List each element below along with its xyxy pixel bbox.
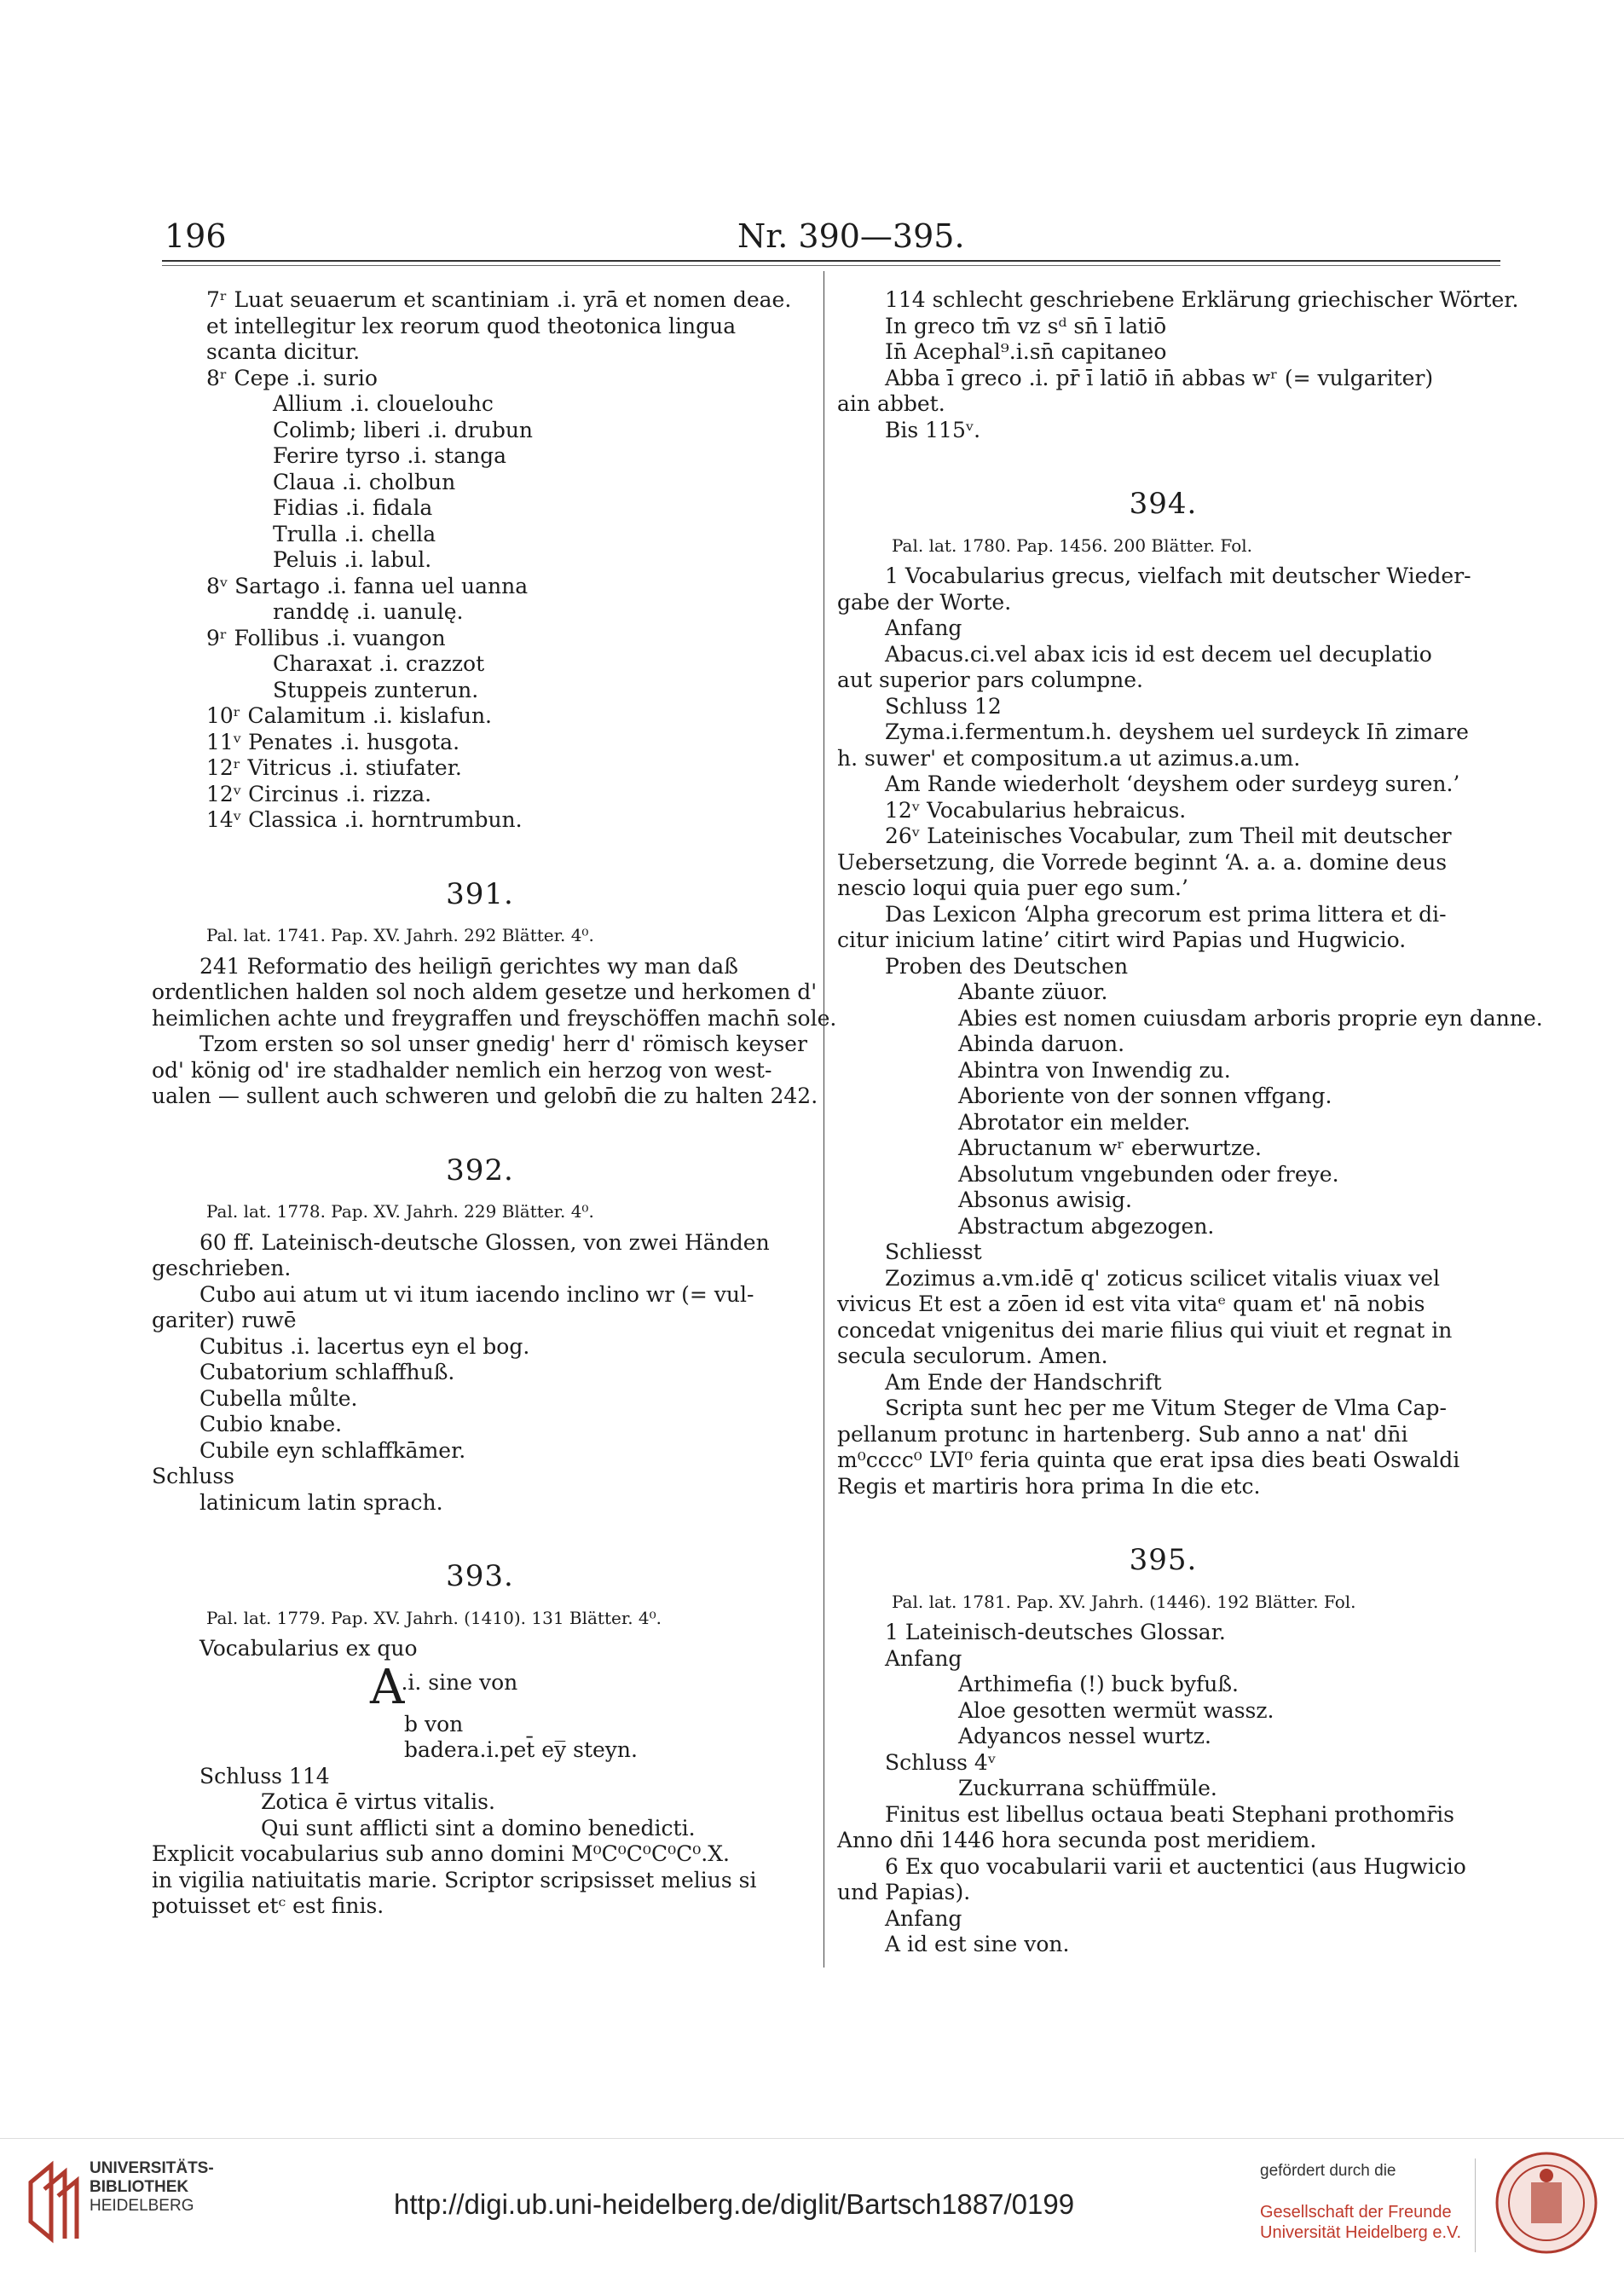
text-line: Absolutum vngebunden oder freye. xyxy=(958,1161,1339,1187)
abbrev-line: .i. sine von xyxy=(401,1669,518,1695)
text-line: Das Lexicon ‘Alpha grecorum est prima littera et di- xyxy=(885,901,1447,927)
text-line: Abintra von Inwendig zu. xyxy=(958,1057,1231,1083)
text-line: Fidias .i. fidala xyxy=(273,495,433,520)
text-line: Schluss xyxy=(152,1464,234,1488)
sponsor-name[interactable] xyxy=(1260,2202,1461,2243)
text-line: Abructanum wʳ eberwurtze. xyxy=(958,1136,1262,1160)
text-line: Cubitus .i. lacertus eyn el bog. xyxy=(199,1333,530,1359)
manuscript-meta: Pal. lat. 1780. Pap. 1456. 200 Blätter. Fol. xyxy=(892,535,1253,556)
right-column-lines xyxy=(837,287,1543,1958)
header-rule-thin xyxy=(162,265,1500,266)
text-line: Explicit vocabularius sub anno domini M⁰C⁰C⁰C⁰C⁰.X. xyxy=(152,1841,730,1866)
text-line: Am Rande wiederholt ‘deyshem oder surdeyg suren.’ xyxy=(885,771,1460,796)
abbrev-line: b von xyxy=(404,1711,464,1736)
text-line: Scripta sunt hec per me Vitum Steger de Vlma Cap- xyxy=(885,1396,1447,1420)
text-line: gabe der Worte. xyxy=(837,589,1012,615)
library-name-line: BIBLIOTHEK xyxy=(90,2178,189,2196)
text-line: heimlichen achte und freygraffen und freyschöffen machn̄ sole. xyxy=(152,1005,837,1031)
text-line: Trulla .i. chella xyxy=(273,521,436,546)
text-line: Arthimefia (!) buck byfuß. xyxy=(958,1672,1240,1696)
abbrev-initial: A xyxy=(370,1659,405,1715)
text-line: 7ʳ Luat seuaerum et scantiniam .i. yrā et nomen deae. xyxy=(206,287,792,312)
text-line: Cubile eyn schlaffkāmer. xyxy=(199,1437,466,1463)
text-line: In greco tm̄ vz sᵈ sn̄ ī latiō xyxy=(885,313,1167,338)
text-line: In̄ Acephal⁹.i.sn̄ capitaneo xyxy=(885,339,1167,364)
text-line: in vigilia natiuitatis marie. Scriptor scripsisset melius si xyxy=(152,1867,757,1892)
library-name xyxy=(90,2159,214,2216)
text-line: 8ᵛ Sartago .i. fanna uel uanna xyxy=(206,573,529,598)
text-line: Regis et martiris hora prima In die etc. xyxy=(837,1473,1261,1499)
section-heading: 395. xyxy=(1129,1543,1198,1577)
text-line: Charaxat .i. crazzot xyxy=(273,651,485,676)
right-column xyxy=(837,287,1543,1958)
text-line: Abante züuor. xyxy=(958,979,1108,1004)
text-line: scanta dicitur. xyxy=(206,339,361,364)
text-line: 6 Ex quo vocabularii varii et auctentici (aus Hugwicio xyxy=(885,1853,1466,1879)
text-line: 60 ff. Lateinisch-deutsche Glossen, von zwei Händen xyxy=(199,1229,770,1255)
text-line: Zozimus a.vm.idē q' zoticus scilicet vitalis viuax vel xyxy=(885,1265,1441,1291)
ub-logo-icon[interactable] xyxy=(26,2157,82,2249)
manuscript-meta: Pal. lat. 1779. Pap. XV. Jahrh. (1410). 131 Blätter. 4⁰. xyxy=(206,1607,662,1628)
text-line: und Papias). xyxy=(837,1880,971,1904)
text-line: m⁰cccc⁰ LVI⁰ feria quinta que erat ipsa dies beati Oswaldi xyxy=(837,1448,1460,1472)
text-line: Anfang xyxy=(885,1645,962,1671)
text-line: Bis 115ᵛ. xyxy=(885,417,981,442)
text-line: secula seculorum. Amen. xyxy=(837,1344,1108,1368)
text-line: Abba ī greco .i. pr̄ ī latiō in̄ abbas wʳ (= vulgariter) xyxy=(885,365,1434,390)
text-line: Cubio knabe. xyxy=(199,1412,343,1436)
text-line: 241 Reformatio des heilign̄ gerichtes wy man daß xyxy=(199,953,738,979)
text-line: Finitus est libellus octaua beati Stephani prothomr̄is xyxy=(885,1801,1454,1827)
text-line: Schluss 114 xyxy=(199,1763,330,1788)
text-line: A id est sine von. xyxy=(885,1932,1070,1956)
text-line: Schliesst xyxy=(885,1240,982,1264)
text-line: nescio loqui quia puer ego sum.’ xyxy=(837,875,1188,900)
text-line: Abrotator ein melder. xyxy=(958,1109,1191,1135)
text-line: 26ᵛ Lateinisches Vocabular, zum Theil mit deutscher xyxy=(885,823,1452,848)
left-column-end-lines xyxy=(152,1764,808,1920)
text-line: vivicus Et est a zōen id est vita vitaᵉ quam et' nā nobis xyxy=(837,1292,1425,1316)
text-line: pellanum protunc in hartenberg. Sub anno a nat' dn̄i xyxy=(837,1421,1408,1447)
page-number: 196 xyxy=(165,217,227,255)
text-line: 11ᵛ Penates .i. husgota. xyxy=(206,729,460,754)
sponsor-name-line: Gesellschaft der Freunde xyxy=(1260,2203,1452,2222)
document-url-link[interactable]: http://digi.ub.uni-heidelberg.de/diglit/Bartsch1887/0199 xyxy=(394,2188,1075,2220)
text-line: 1 Lateinisch-deutsches Glossar. xyxy=(885,1620,1226,1644)
footer-divider xyxy=(1475,2158,1476,2252)
text-line: Uebersetzung, die Vorrede beginnt ‘A. a. a. domine deus xyxy=(837,849,1448,875)
library-name-line: UNIVERSITÄTS- xyxy=(90,2159,214,2177)
text-line: Aloe gesotten wermüt wassz. xyxy=(958,1697,1274,1723)
text-line: Am Ende der Handschrift xyxy=(885,1369,1162,1395)
text-line: Abstractum abgezogen. xyxy=(958,1213,1215,1239)
text-line: Claua .i. cholbun xyxy=(273,469,456,494)
text-line: 12ʳ Vitricus .i. stiufater. xyxy=(206,755,462,780)
text-line: 114 schlecht geschriebene Erklärung griechischer Wörter. xyxy=(885,287,1519,312)
text-line: ain abbet. xyxy=(837,391,945,416)
text-line: Anfang xyxy=(885,1905,962,1931)
text-line: Colimb; liberi .i. drubun xyxy=(273,417,534,442)
text-line: 8ʳ Cepe .i. surio xyxy=(206,365,378,390)
text-line: Cubella můlte. xyxy=(199,1385,358,1411)
text-line: Cubo aui atum ut vi itum iacendo inclino wr (= vul- xyxy=(199,1281,754,1307)
sponsor-name-line: Universität Heidelberg e.V. xyxy=(1260,2223,1462,2242)
section-heading: 392. xyxy=(446,1153,514,1188)
text-line: Tzom ersten so sol unser gnedig' herr d' römisch keyser xyxy=(199,1031,807,1056)
text-line: Zyma.i.fermentum.h. deyshem uel surdeyck In̄ zimare xyxy=(885,719,1469,744)
text-line: Absonus awisig. xyxy=(958,1188,1132,1212)
section-heading: 394. xyxy=(1129,487,1198,521)
text-line: aut superior pars columpne. xyxy=(837,667,1143,692)
text-line: Ferire tyrso .i. stanga xyxy=(273,443,506,468)
text-line: Qui sunt afflicti sint a domino benedicti. xyxy=(261,1815,696,1840)
text-line: potuisset etᶜ est finis. xyxy=(152,1893,384,1918)
sponsor-label: gefördert durch die xyxy=(1260,2162,1396,2180)
text-line: gariter) ruwē xyxy=(152,1308,297,1332)
left-column xyxy=(152,287,837,1920)
left-column-lines xyxy=(152,287,837,1662)
text-line: od' könig od' ire stadhalder nemlich ein herzog von west- xyxy=(152,1057,772,1083)
text-line: Anfang xyxy=(885,615,962,640)
text-line: 14ᵛ Classica .i. horntrumbun. xyxy=(206,807,523,832)
text-line: 10ʳ Calamitum .i. kislafun. xyxy=(206,703,492,728)
text-line: Schluss 4ᵛ xyxy=(885,1749,997,1775)
manuscript-meta: Pal. lat. 1778. Pap. XV. Jahrh. 229 Blätter. 4⁰. xyxy=(206,1201,594,1222)
text-line: randdę .i. uanulę. xyxy=(273,599,464,624)
section-heading: 393. xyxy=(446,1559,514,1593)
text-line: concedat vnigenitus dei marie filius qui viuit et regnat in xyxy=(837,1317,1453,1343)
text-line: Abacus.ci.vel abax icis id est decem uel decuplatio xyxy=(885,641,1432,667)
text-line: h. suwer' et compositum.a ut azimus.a.um. xyxy=(837,745,1301,771)
university-seal-icon xyxy=(1494,2150,1599,2259)
text-line: 12ᵛ Vocabularius hebraicus. xyxy=(885,797,1187,823)
text-line: Schluss 12 xyxy=(885,693,1002,719)
abbreviation-block xyxy=(152,1659,808,1764)
page-title: Nr. 390—395. xyxy=(737,217,965,255)
manuscript-meta: Pal. lat. 1741. Pap. XV. Jahrh. 292 Blätter. 4⁰. xyxy=(206,925,594,945)
text-line: ordentlichen halden sol noch aldem gesetze und herkomen d' xyxy=(152,979,818,1004)
text-line: et intellegitur lex reorum quod theotonica lingua xyxy=(206,313,737,338)
text-line: Vocabularius ex quo xyxy=(199,1636,418,1661)
library-name-line: HEIDELBERG xyxy=(90,2197,194,2215)
section-heading: 391. xyxy=(446,876,514,911)
text-line: Zotica ē virtus vitalis. xyxy=(261,1789,495,1814)
text-line: Allium .i. clouelouhc xyxy=(273,391,494,416)
text-line: Anno dn̄i 1446 hora secunda post meridiem. xyxy=(837,1828,1317,1852)
text-line: latinicum latin sprach. xyxy=(199,1489,443,1515)
text-line: Zuckurrana schüffmüle. xyxy=(958,1776,1217,1800)
text-line: Adyancos nessel wurtz. xyxy=(958,1724,1211,1748)
text-line: Proben des Deutschen xyxy=(885,953,1129,979)
text-line: Abies est nomen cuiusdam arboris proprie eyn danne. xyxy=(958,1005,1543,1031)
text-line: 1 Vocabularius grecus, vielfach mit deutscher Wieder- xyxy=(885,563,1471,588)
text-line: ualen — sullent auch schweren und gelobn̄ die zu halten 242. xyxy=(152,1083,818,1108)
text-line: citur inicium latine’ citirt wird Papias und Hugwicio. xyxy=(837,927,1407,952)
header-rule xyxy=(162,260,1500,262)
text-line: Stuppeis zunterun. xyxy=(273,677,479,702)
text-line: 9ʳ Follibus .i. vuangon xyxy=(206,625,446,650)
text-line: geschrieben. xyxy=(152,1256,292,1280)
text-line: Peluis .i. labul. xyxy=(273,547,432,572)
text-line: 12ᵛ Circinus .i. rizza. xyxy=(206,781,432,806)
text-line: Aboriente von der sonnen vffgang. xyxy=(958,1083,1332,1108)
text-line: Cubatorium schlaffhuß. xyxy=(199,1360,455,1384)
text-line: Abinda daruon. xyxy=(958,1031,1125,1056)
abbrev-line: badera.i.pet̄ ey̅ steyn. xyxy=(404,1737,638,1762)
manuscript-meta: Pal. lat. 1781. Pap. XV. Jahrh. (1446). 192 Blätter. Fol. xyxy=(892,1591,1356,1612)
